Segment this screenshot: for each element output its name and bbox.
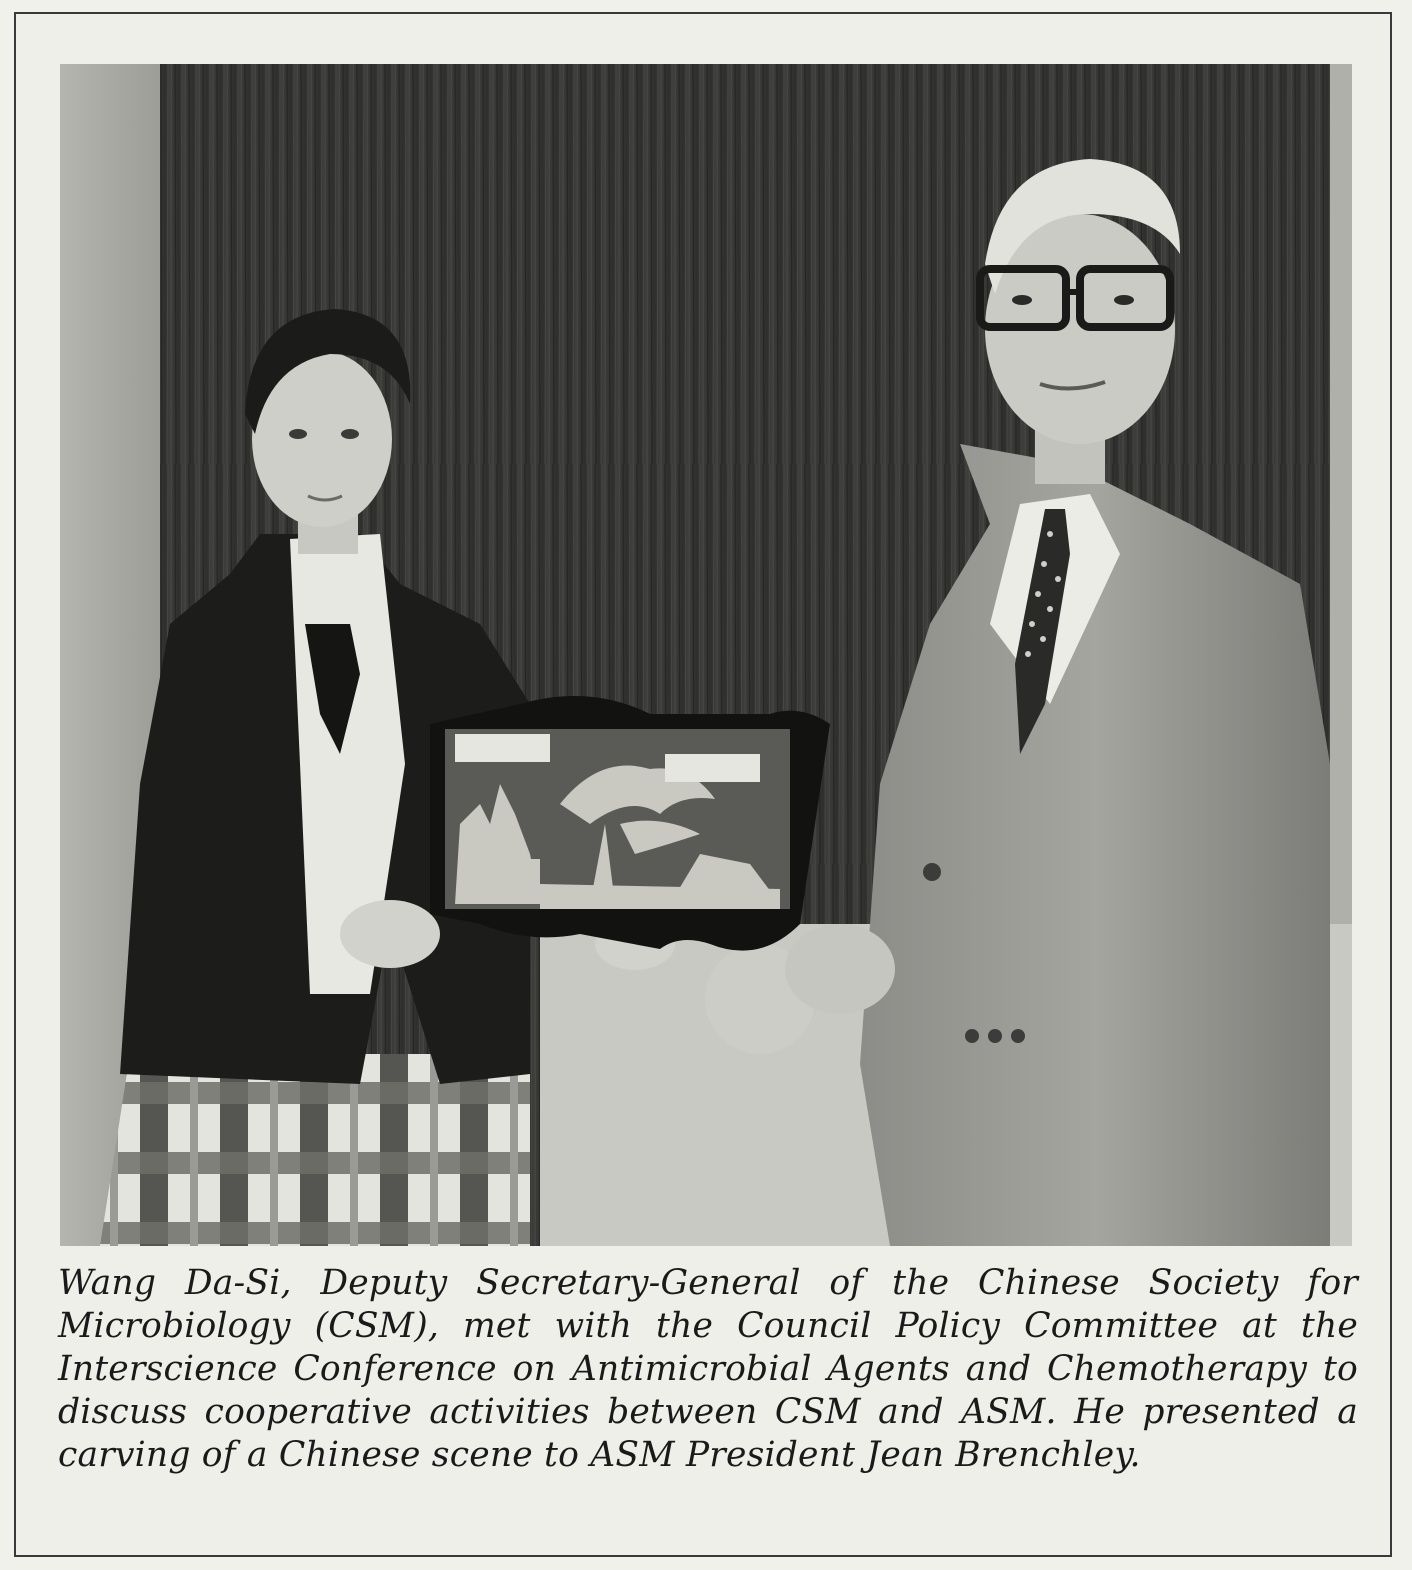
photo-caption: Wang Da-Si, Deputy Secretary-General of the Chinese Society for Microbiology (CSM), met with the Council Policy Committee at the Interscience Conference on Antimicrobial Agents and Chemotherapy to discuss cooperative activities between CSM and ASM. He presented a carving of a Chinese scene to ASM President Jean Brenchley. — [58, 1263, 1358, 1475]
photograph-illustration — [60, 64, 1352, 1246]
photograph — [60, 64, 1352, 1246]
figure-frame — [14, 12, 1392, 1557]
